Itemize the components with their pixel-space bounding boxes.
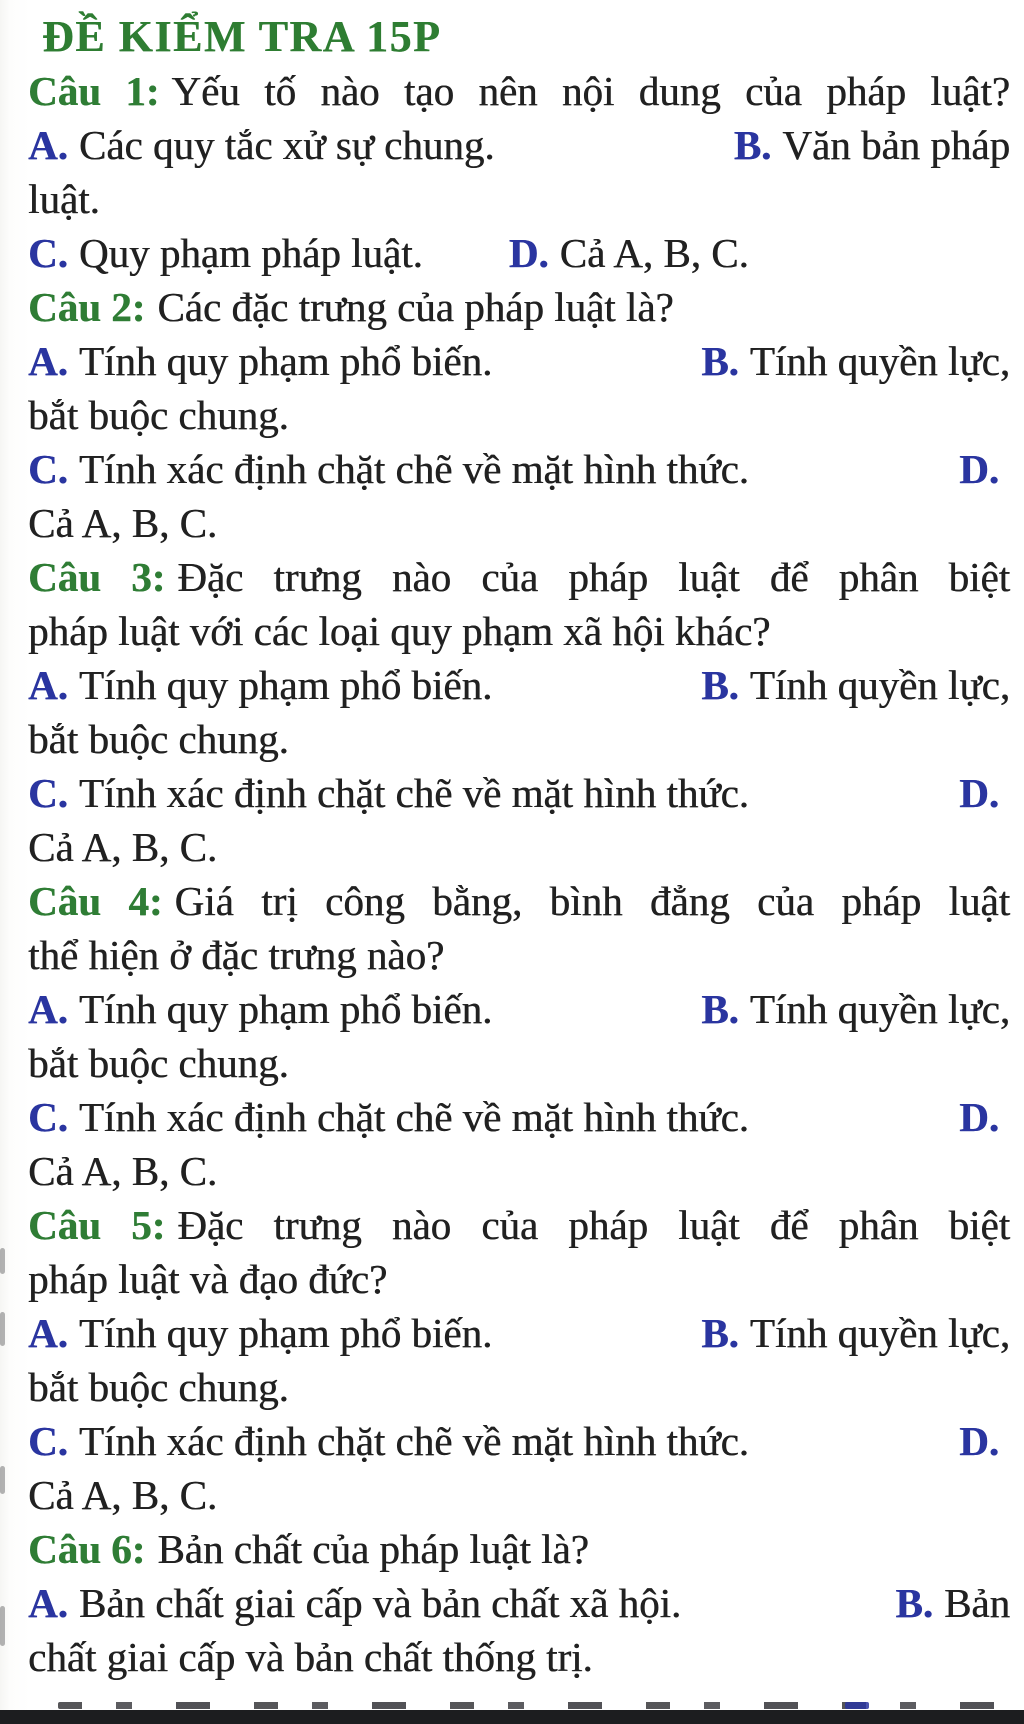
option-row-ab xyxy=(28,118,1010,172)
question-block-6 xyxy=(28,1522,1010,1684)
option-text-a: Tính quy phạm phổ biến. xyxy=(78,986,493,1032)
option-a xyxy=(28,1306,492,1360)
option-b xyxy=(734,118,1010,172)
option-a xyxy=(28,118,495,172)
cut-off-blue-fragment xyxy=(845,1702,869,1709)
option-continuation: Cả A, B, C. xyxy=(28,824,218,870)
option-row-cd xyxy=(28,226,1010,280)
question-text: Đặc trưng nào của pháp luật để phân biệt xyxy=(177,1202,1010,1248)
question-block-1 xyxy=(28,64,1010,280)
question-line xyxy=(28,874,1010,928)
option-text-b: Bản xyxy=(943,1580,1010,1626)
option-continuation: Cả A, B, C. xyxy=(28,1148,218,1194)
option-text-a: Các quy tắc xử sự chung. xyxy=(78,122,495,168)
option-b xyxy=(895,1576,1010,1630)
question-text: Bản chất của pháp luật là? xyxy=(157,1526,589,1572)
option-a xyxy=(28,658,492,712)
photo-streak xyxy=(0,1466,5,1494)
option-continuation: Cả A, B, C. xyxy=(28,500,218,546)
option-b xyxy=(701,1306,1010,1360)
option-letter-a: A. xyxy=(28,1310,68,1356)
photo-streak xyxy=(0,1248,5,1274)
option-row-ab xyxy=(28,1306,1010,1360)
option-a xyxy=(28,982,492,1036)
option-text-b: Tính quyền lực, xyxy=(749,1310,1010,1356)
option-text-a: Tính quy phạm phổ biến. xyxy=(78,1310,493,1356)
option-c xyxy=(28,766,749,820)
question-label: Câu 5: xyxy=(28,1202,166,1248)
question-label: Câu 1: xyxy=(28,68,160,114)
option-row-ab xyxy=(28,334,1010,388)
option-text-c: Quy phạm pháp luật. xyxy=(78,230,423,276)
option-letter-a: A. xyxy=(28,338,68,384)
option-letter-b: B. xyxy=(701,986,739,1032)
option-row-ab xyxy=(28,658,1010,712)
option-text-b: Tính quyền lực, xyxy=(749,338,1010,384)
option-b xyxy=(701,334,1010,388)
option-c xyxy=(28,1090,749,1144)
option-letter-a: A. xyxy=(28,1580,68,1626)
option-d xyxy=(959,766,1010,820)
option-b xyxy=(701,658,1010,712)
question-text: Đặc trưng nào của pháp luật để phân biệt xyxy=(177,554,1010,600)
photo-streak xyxy=(0,1312,5,1346)
option-letter-d: D. xyxy=(959,446,999,492)
option-letter-c: C. xyxy=(28,1094,68,1140)
bottom-dark-bar xyxy=(0,1710,1024,1724)
option-letter-b: B. xyxy=(701,338,739,384)
question-label: Câu 3: xyxy=(28,554,166,600)
option-text-a: Tính quy phạm phổ biến. xyxy=(78,338,493,384)
option-continuation: chất giai cấp và bản chất thống trị. xyxy=(28,1634,593,1680)
option-row-cd xyxy=(28,1414,1010,1468)
option-d xyxy=(959,442,1010,496)
question-label: Câu 2: xyxy=(28,284,146,330)
option-a xyxy=(28,334,492,388)
option-a xyxy=(28,1576,681,1630)
question-block-4 xyxy=(28,874,1010,1198)
option-letter-d: D. xyxy=(959,1418,999,1464)
option-letter-a: A. xyxy=(28,662,68,708)
option-letter-a: A. xyxy=(28,122,68,168)
option-letter-a: A. xyxy=(28,986,68,1032)
option-letter-b: B. xyxy=(733,122,772,168)
option-text-c: Tính xác định chặt chẽ về mặt hình thức. xyxy=(78,446,749,492)
question-block-2 xyxy=(28,280,1010,550)
question-line xyxy=(28,1522,1010,1576)
option-continuation: bắt buộc chung. xyxy=(28,1040,289,1086)
option-letter-b: B. xyxy=(701,662,739,708)
option-text-b: Tính quyền lực, xyxy=(749,986,1010,1032)
question-line xyxy=(28,64,1010,118)
option-text-c: Tính xác định chặt chẽ về mặt hình thức. xyxy=(78,770,749,816)
question-text: Yếu tố nào tạo nên nội dung của pháp luật? xyxy=(171,68,1010,114)
option-row-cd xyxy=(28,1090,1010,1144)
question-block-3 xyxy=(28,550,1010,874)
option-c xyxy=(28,226,423,280)
option-letter-d: D. xyxy=(508,230,549,276)
option-c xyxy=(28,442,749,496)
option-letter-b: B. xyxy=(701,1310,739,1356)
option-text-a: Bản chất giai cấp và bản chất xã hội. xyxy=(78,1580,682,1626)
option-row-ab xyxy=(28,1576,1010,1630)
question-line xyxy=(28,1198,1010,1252)
question-text: Các đặc trưng của pháp luật là? xyxy=(157,284,674,330)
question-label: Câu 4: xyxy=(28,878,163,924)
option-letter-b: B. xyxy=(895,1580,933,1626)
option-text-b: Văn bản pháp xyxy=(782,122,1010,168)
option-text-c: Tính xác định chặt chẽ về mặt hình thức. xyxy=(78,1094,749,1140)
option-text-c: Tính xác định chặt chẽ về mặt hình thức. xyxy=(78,1418,749,1464)
question-text: Giá trị công bằng, bình đẳng của pháp luật xyxy=(174,878,1010,924)
option-letter-d: D. xyxy=(959,1094,999,1140)
question-label: Câu 6: xyxy=(28,1526,146,1572)
option-d xyxy=(959,1090,1010,1144)
option-text-d: Cả A, B, C. xyxy=(559,230,749,276)
option-d xyxy=(959,1414,1010,1468)
option-text-b: Tính quyền lực, xyxy=(749,662,1010,708)
option-letter-d: D. xyxy=(959,770,999,816)
option-c xyxy=(28,1414,749,1468)
option-continuation: bắt buộc chung. xyxy=(28,1364,289,1410)
option-letter-c: C. xyxy=(28,1418,68,1464)
question-continuation: pháp luật và đạo đức? xyxy=(28,1256,388,1302)
option-b xyxy=(701,982,1010,1036)
option-letter-c: C. xyxy=(28,230,68,276)
document-body xyxy=(28,10,1010,1684)
question-continuation: thể hiện ở đặc trưng nào? xyxy=(28,932,445,978)
option-letter-c: C. xyxy=(28,446,68,492)
option-continuation: bắt buộc chung. xyxy=(28,392,289,438)
option-letter-c: C. xyxy=(28,770,68,816)
option-continuation: Cả A, B, C. xyxy=(28,1472,218,1518)
question-line xyxy=(28,280,1010,334)
question-line xyxy=(28,550,1010,604)
option-row-cd xyxy=(28,442,1010,496)
question-continuation: pháp luật với các loại quy phạm xã hội khác? xyxy=(28,608,771,654)
option-d xyxy=(509,226,749,280)
photo-streak xyxy=(0,1606,5,1646)
option-continuation: luật. xyxy=(28,176,100,222)
option-continuation: bắt buộc chung. xyxy=(28,716,289,762)
option-row-cd xyxy=(28,766,1010,820)
option-row-ab xyxy=(28,982,1010,1036)
page-title: ĐỀ KIỂM TRA 15P xyxy=(42,12,442,61)
question-block-5 xyxy=(28,1198,1010,1522)
option-text-a: Tính quy phạm phổ biến. xyxy=(78,662,493,708)
